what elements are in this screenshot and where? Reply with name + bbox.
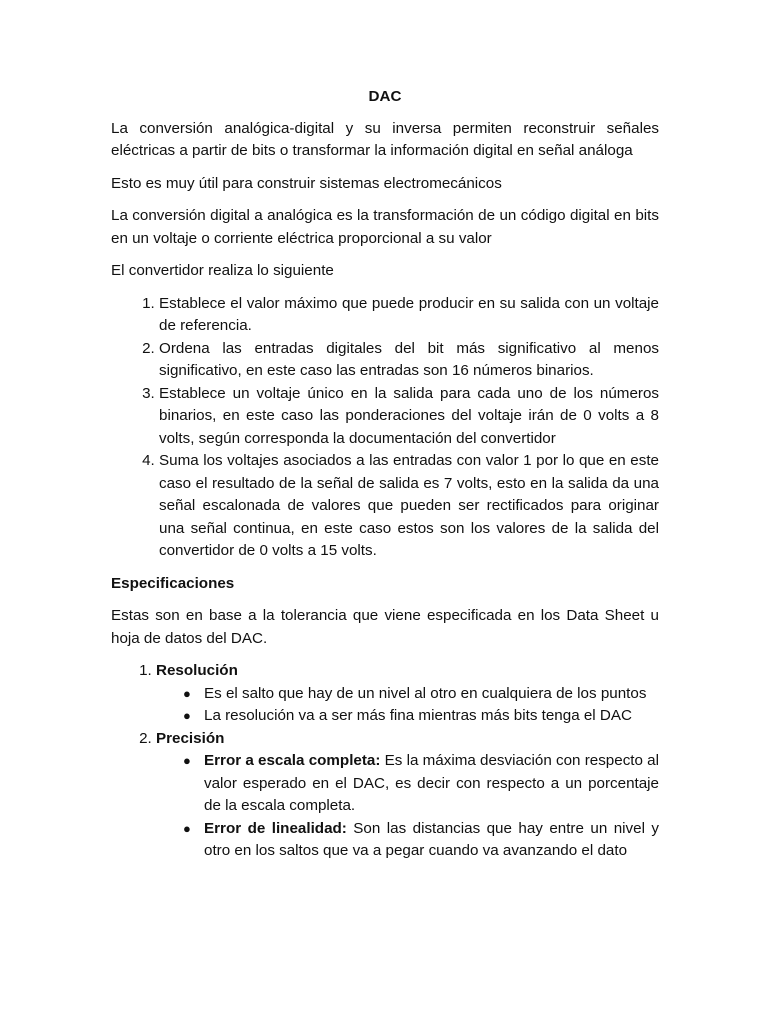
bullet-text: Es la máxima desviación con respecto al valor esperado en el DAC, es decir con respecto a un porcentaje de la escala completa. (204, 752, 660, 814)
spec-title: 2. Precisión (156, 729, 225, 747)
paragraph-definition: La conversión digital a analógica es la transformación de un código digital en bits en un voltaje o corriente eléctrica proporcional a su valor (111, 207, 659, 247)
spec-bullets (156, 750, 659, 863)
specs-heading: Especificaciones (111, 574, 235, 592)
list-item (183, 705, 659, 728)
list-item (183, 683, 659, 706)
bullet-text: Son las distancias que hay entre un nivel y otro en los saltos que va a pegar cuando va avanzando el dato (204, 819, 659, 859)
list-item: 3. Establece un voltaje único en la salida para cada uno de los números binarios, en este caso las ponderaciones del voltaje irán de 0 volts a 8 volts, según corresponda la documentación del convertidor (159, 383, 659, 451)
list-item: 2. Ordena las entradas digitales del bit más significativo al menos significativo, en este caso las entradas son 16 números binarios. (159, 338, 659, 383)
bullet-icon: ● (183, 685, 191, 701)
bullet-icon: ● (183, 820, 191, 836)
paragraph-intro: La conversión analógica-digital y su inversa permiten reconstruir señales eléctricas a partir de bits o transformar la información digital en señal análoga (111, 119, 659, 159)
spec-bullets (156, 683, 659, 728)
paragraph-usefulness: Esto es muy útil para construir sistemas electromecánicos (111, 174, 502, 192)
specs-list (111, 660, 659, 863)
bullet-label: Error de linealidad: (204, 819, 347, 837)
bullet-text: La resolución va a ser más fina mientras más bits tenga el DAC (204, 707, 632, 724)
paragraph-converter-lead: El convertidor realiza lo siguiente (111, 262, 334, 279)
spec-item-resolution (156, 660, 659, 728)
document-title: DAC (368, 88, 402, 105)
specs-intro: Estas son en base a la tolerancia que viene especificada en los Data Sheet u hoja de datos del DAC. (111, 607, 659, 647)
list-item (183, 750, 660, 818)
spec-item-precision (156, 728, 659, 863)
bullet-label: Error a escala completa: (204, 752, 381, 769)
spec-title: 1. Resolución (156, 662, 238, 679)
list-item: 4. Suma los voltajes asociados a las entradas con valor 1 por lo que en este caso el resultado de la señal de salida es 7 volts, esto en la salida da una señal escalonada de valores que pueden ser rectificados para originar una señal continua, en este caso estos son los valores de la salida del convertidor de 0 volts a 15 volts. (159, 450, 659, 563)
bullet-icon: ● (183, 708, 191, 723)
list-item: 1. Establece el valor máximo que puede producir en su salida con un voltaje de referencia. (159, 293, 659, 338)
document-page (111, 86, 659, 863)
converter-steps-list (111, 293, 659, 563)
list-item (183, 818, 659, 863)
bullet-icon: ● (183, 753, 191, 768)
bullet-text: Es el salto que hay de un nivel al otro en cualquiera de los puntos (204, 684, 647, 702)
